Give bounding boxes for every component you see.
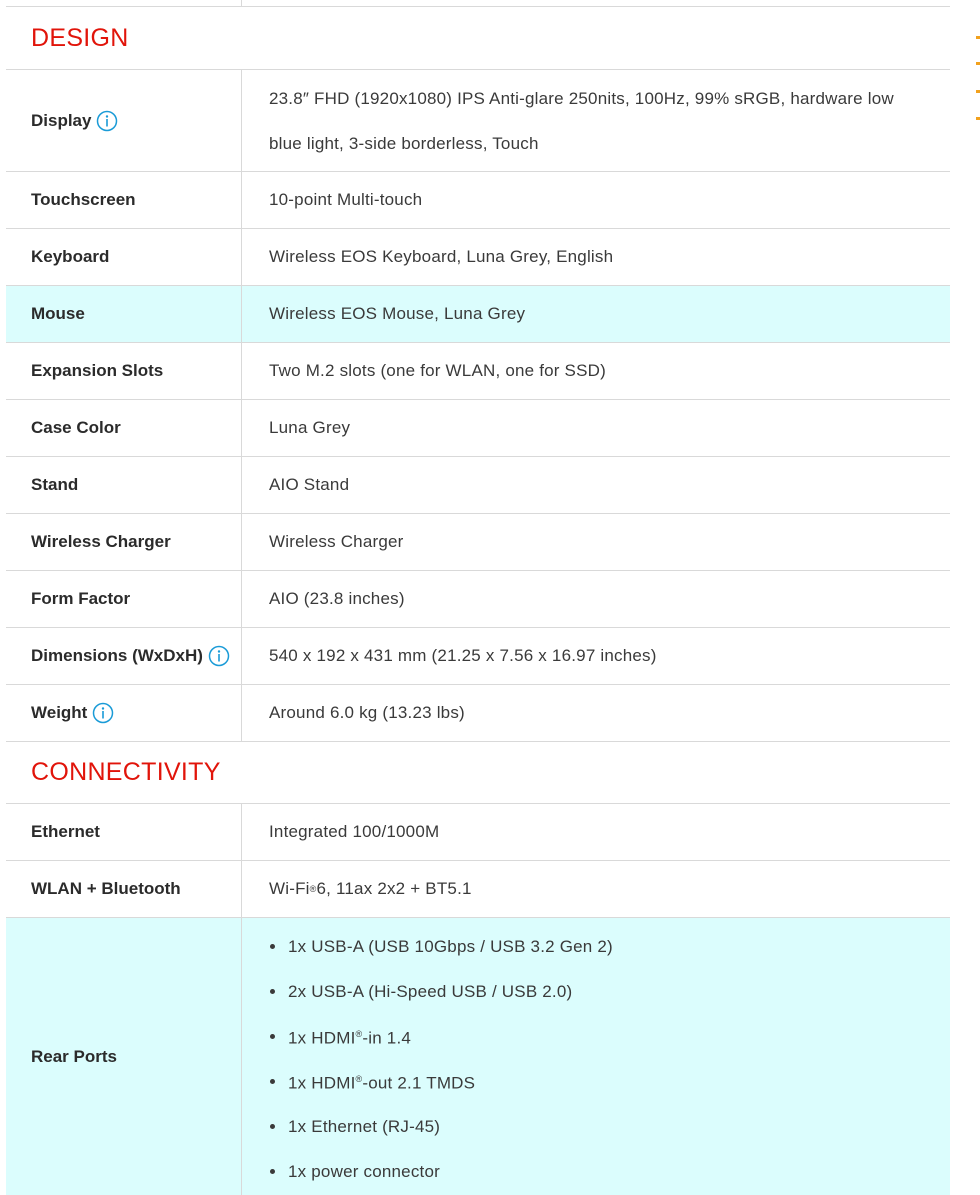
- spec-value-weight: Around 6.0 kg (13.23 lbs): [269, 703, 465, 722]
- list-item: [269, 1014, 613, 1059]
- spec-label-expansion-slots: Expansion Slots: [6, 343, 242, 399]
- spec-label-stand: Stand: [6, 457, 242, 513]
- item-suffix: -out 2.1 TMDS: [362, 1073, 476, 1093]
- spec-row-keyboard: [6, 229, 950, 286]
- spec-label-case-color: Case Color: [6, 400, 242, 456]
- list-item-text: 1x Ethernet (RJ-45): [288, 1117, 441, 1136]
- edge-decoration: [976, 36, 980, 39]
- list-item: [269, 1149, 613, 1194]
- value-prefix: Wi-Fi: [269, 879, 310, 898]
- list-item: [269, 1059, 613, 1104]
- edge-decoration: [976, 90, 980, 93]
- spec-label-touchscreen: Touchscreen: [6, 172, 242, 228]
- spec-row-rear-ports: [6, 918, 950, 1195]
- spec-value-touchscreen: 10-point Multi-touch: [269, 190, 423, 209]
- spec-value-wlan-bluetooth: [242, 861, 950, 917]
- spec-label-mouse: Mouse: [6, 286, 242, 342]
- list-item: [269, 924, 613, 969]
- spec-value-form-factor: AIO (23.8 inches): [269, 589, 405, 608]
- spec-row-case-color: [6, 400, 950, 457]
- spec-row-ethernet: [6, 804, 950, 861]
- spec-value-stand: AIO Stand: [269, 475, 350, 494]
- bullet-icon: [270, 989, 275, 994]
- value-suffix: 6, 11ax 2x2 + BT5.1: [316, 879, 472, 898]
- item-prefix: 1x HDMI: [288, 1073, 356, 1093]
- edge-decoration: [976, 62, 980, 65]
- spec-label-form-factor: Form Factor: [6, 571, 242, 627]
- spec-label-ethernet: Ethernet: [6, 804, 242, 860]
- spec-label-wireless-charger: Wireless Charger: [6, 514, 242, 570]
- table-top-border: [6, 0, 950, 7]
- list-item-text: 1x USB-A (USB 10Gbps / USB 3.2 Gen 2): [288, 937, 613, 956]
- spec-value-display: 23.8″ FHD (1920x1080) IPS Anti-glare 250nits, 100Hz, 99% sRGB, hardware low blue light, 3-side borderless, Touch: [269, 88, 894, 153]
- spec-label-rear-ports: Rear Ports: [6, 918, 242, 1195]
- list-item: [269, 1104, 613, 1149]
- bullet-icon: [270, 1124, 275, 1129]
- list-item-text: 1x power connector: [288, 1162, 440, 1181]
- rear-ports-list: [269, 924, 613, 1194]
- list-item-text: [288, 1012, 411, 1061]
- spec-label-weight: [6, 685, 242, 741]
- spec-row-stand: [6, 457, 950, 514]
- info-circle-icon[interactable]: [96, 110, 118, 132]
- spec-label-wlan-bluetooth: WLAN + Bluetooth: [6, 861, 242, 917]
- spec-label-dimensions: [6, 628, 242, 684]
- registered-mark: ®: [309, 884, 317, 894]
- spec-value-ethernet: Integrated 100/1000M: [269, 822, 440, 841]
- section-heading-design: DESIGN: [6, 7, 950, 70]
- spec-row-wireless-charger: [6, 514, 950, 571]
- info-circle-icon[interactable]: [208, 645, 230, 667]
- spec-value-rear-ports: [242, 918, 950, 1195]
- spec-label-text: Dimensions (WxDxH): [31, 646, 203, 665]
- spec-row-weight: [6, 685, 950, 742]
- list-item: [269, 969, 613, 1014]
- spec-label-keyboard: Keyboard: [6, 229, 242, 285]
- spec-row-wlan-bluetooth: [6, 861, 950, 918]
- bullet-icon: [270, 1079, 275, 1084]
- item-prefix: 1x HDMI: [288, 1028, 356, 1048]
- spec-row-touchscreen: [6, 172, 950, 229]
- list-item-text: [288, 1057, 475, 1106]
- spec-value-mouse: Wireless EOS Mouse, Luna Grey: [269, 304, 526, 323]
- spec-value-case-color: Luna Grey: [269, 418, 351, 437]
- spec-label-display: [6, 70, 242, 171]
- item-suffix: -in 1.4: [362, 1028, 412, 1048]
- spec-table: [6, 0, 950, 1195]
- spec-value-dimensions: 540 x 192 x 431 mm (21.25 x 7.56 x 16.97 inches): [269, 646, 657, 665]
- list-item-text: 2x USB-A (Hi-Speed USB / USB 2.0): [288, 982, 573, 1001]
- spec-row-form-factor: [6, 571, 950, 628]
- registered-mark: ®: [355, 1074, 363, 1085]
- spec-value-keyboard: Wireless EOS Keyboard, Luna Grey, English: [269, 247, 614, 266]
- spec-label-text: Weight: [31, 703, 88, 722]
- spec-value-wireless-charger: Wireless Charger: [269, 532, 404, 551]
- bullet-icon: [270, 1034, 275, 1039]
- bullet-icon: [270, 1169, 275, 1174]
- spec-row-expansion-slots: [6, 343, 950, 400]
- spec-row-dimensions: [6, 628, 950, 685]
- bullet-icon: [270, 944, 275, 949]
- spec-value-expansion-slots: Two M.2 slots (one for WLAN, one for SSD): [269, 361, 606, 380]
- edge-decoration: [976, 117, 980, 120]
- info-circle-icon[interactable]: [92, 702, 114, 724]
- registered-mark: ®: [355, 1029, 363, 1040]
- spec-label-text: Display: [31, 110, 92, 130]
- section-heading-connectivity: CONNECTIVITY: [6, 742, 950, 804]
- spec-row-display: [6, 70, 950, 172]
- spec-row-mouse: [6, 286, 950, 343]
